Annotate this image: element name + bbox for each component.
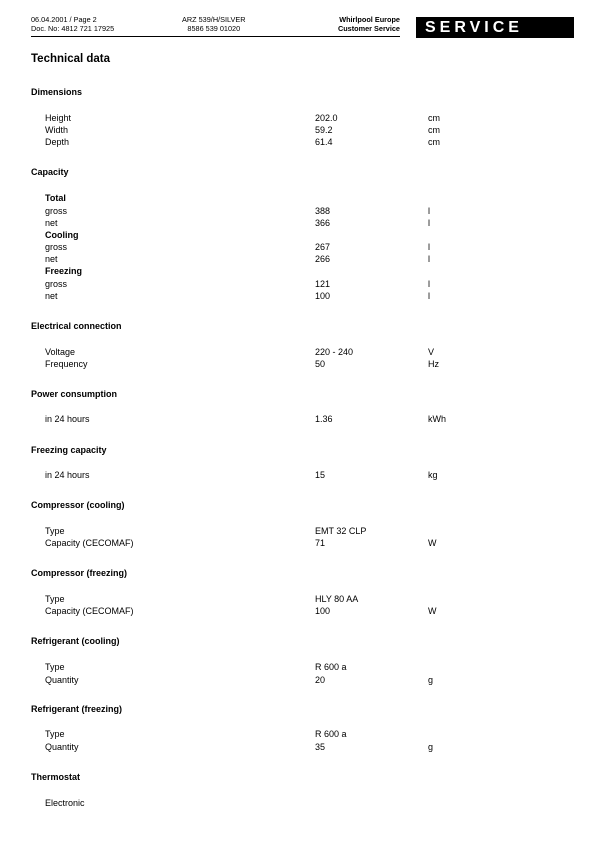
row-label: Voltage [45, 347, 76, 357]
header-date-page: 06.04.2001 / Page 2 [31, 15, 97, 24]
section-heading-thermostat: Thermostat [31, 772, 81, 782]
row-value: 50 [315, 359, 326, 369]
table-row [0, 358, 595, 370]
row-label: net [45, 254, 58, 264]
row-value: R 600 a [315, 662, 347, 672]
row-value: 59.2 [315, 125, 333, 135]
row-value: 366 [315, 218, 331, 228]
table-row [0, 253, 595, 265]
row-unit: Hz [428, 359, 439, 369]
table-row [0, 525, 595, 537]
page-title: Technical data [31, 53, 111, 65]
header-company-name: Whirlpool Europe [339, 15, 400, 24]
row-unit: cm [428, 113, 440, 123]
table-row [0, 797, 595, 809]
table-row [0, 241, 595, 253]
row-value: 15 [315, 470, 326, 480]
table-row [0, 413, 595, 425]
row-unit: l [428, 254, 430, 264]
row-label: Type [45, 729, 65, 739]
page-header [31, 16, 400, 37]
row-unit: g [428, 675, 434, 685]
row-value: R 600 a [315, 729, 347, 739]
table-row [0, 112, 595, 124]
row-unit: l [428, 206, 430, 216]
header-doc-number: Doc. No: 4812 721 17925 [31, 23, 115, 33]
row-unit: l [428, 242, 430, 252]
row-label: Capacity (CECOMAF) [45, 606, 134, 616]
row-unit: W [428, 606, 437, 616]
row-label: Type [45, 526, 65, 536]
row-value: 1.36 [315, 414, 333, 424]
section-heading-electrical: Electrical connection [31, 321, 122, 331]
table-row [0, 469, 595, 481]
table-row [0, 346, 595, 358]
section-heading-compressor-freezing: Compressor (freezing) [31, 568, 128, 578]
section-heading-dimensions: Dimensions [31, 87, 83, 97]
row-label: Depth [45, 137, 70, 147]
row-value: HLY 80 AA [315, 594, 359, 604]
row-value: 121 [315, 279, 331, 289]
table-row [0, 593, 595, 605]
section-heading-refrigerant-cooling: Refrigerant (cooling) [31, 636, 120, 646]
header-company [338, 16, 400, 33]
table-row [0, 537, 595, 549]
row-label: Quantity [45, 742, 79, 752]
table-row [0, 605, 595, 617]
row-value: 220 - 240 [315, 347, 354, 357]
row-value: 100 [315, 606, 331, 616]
row-unit: g [428, 742, 434, 752]
row-label: in 24 hours [45, 414, 90, 424]
header-model: ARZ 539/H/SILVER [182, 15, 246, 24]
row-unit: kg [428, 470, 438, 480]
subheading-cooling: Cooling [45, 230, 79, 240]
row-label: gross [45, 242, 68, 252]
section-heading-refrigerant-freezing: Refrigerant (freezing) [31, 704, 123, 714]
header-department: Customer Service [337, 23, 400, 33]
row-label: Type [45, 594, 65, 604]
row-unit: kWh [428, 414, 446, 424]
row-value: 100 [315, 291, 331, 301]
row-label: Electronic [45, 798, 85, 808]
row-label: Capacity (CECOMAF) [45, 538, 134, 548]
row-unit: cm [428, 125, 440, 135]
table-row [0, 217, 595, 229]
table-row [0, 661, 595, 673]
row-value: 388 [315, 206, 331, 216]
row-value: 71 [315, 538, 326, 548]
section-heading-compressor-cooling: Compressor (cooling) [31, 500, 125, 510]
section-heading-freezing-capacity: Freezing capacity [31, 445, 107, 455]
row-value: 61.4 [315, 137, 333, 147]
row-label: Type [45, 662, 65, 672]
row-label: gross [45, 206, 68, 216]
row-label: Width [45, 125, 69, 135]
header-model-info [182, 16, 246, 33]
row-label: net [45, 218, 58, 228]
section-heading-power: Power consumption [31, 389, 118, 399]
section-heading-capacity: Capacity [31, 167, 69, 177]
table-row [0, 741, 595, 753]
row-label: net [45, 291, 58, 301]
row-value: 20 [315, 675, 326, 685]
row-label: Frequency [45, 359, 88, 369]
row-unit: l [428, 218, 430, 228]
header-doc-info [31, 16, 114, 33]
table-row [0, 124, 595, 136]
row-unit: W [428, 538, 437, 548]
table-row [0, 278, 595, 290]
table-row [0, 674, 595, 686]
row-unit: V [428, 347, 435, 357]
subheading-freezing: Freezing [45, 266, 83, 276]
row-label: in 24 hours [45, 470, 90, 480]
subheading-total: Total [45, 193, 66, 203]
row-value: 267 [315, 242, 331, 252]
row-label: gross [45, 279, 68, 289]
row-value: EMT 32 CLP [315, 526, 367, 536]
table-row [0, 136, 595, 148]
row-value: 35 [315, 742, 326, 752]
row-label: Height [45, 113, 72, 123]
row-label: Quantity [45, 675, 79, 685]
service-badge: SERVICE [416, 17, 574, 38]
row-value: 202.0 [315, 113, 338, 123]
table-row [0, 205, 595, 217]
header-model-number: 8586 539 01020 [187, 23, 241, 33]
row-value: 266 [315, 254, 331, 264]
table-row [0, 290, 595, 302]
row-unit: cm [428, 137, 440, 147]
table-row [0, 728, 595, 740]
row-unit: l [428, 291, 430, 301]
row-unit: l [428, 279, 430, 289]
